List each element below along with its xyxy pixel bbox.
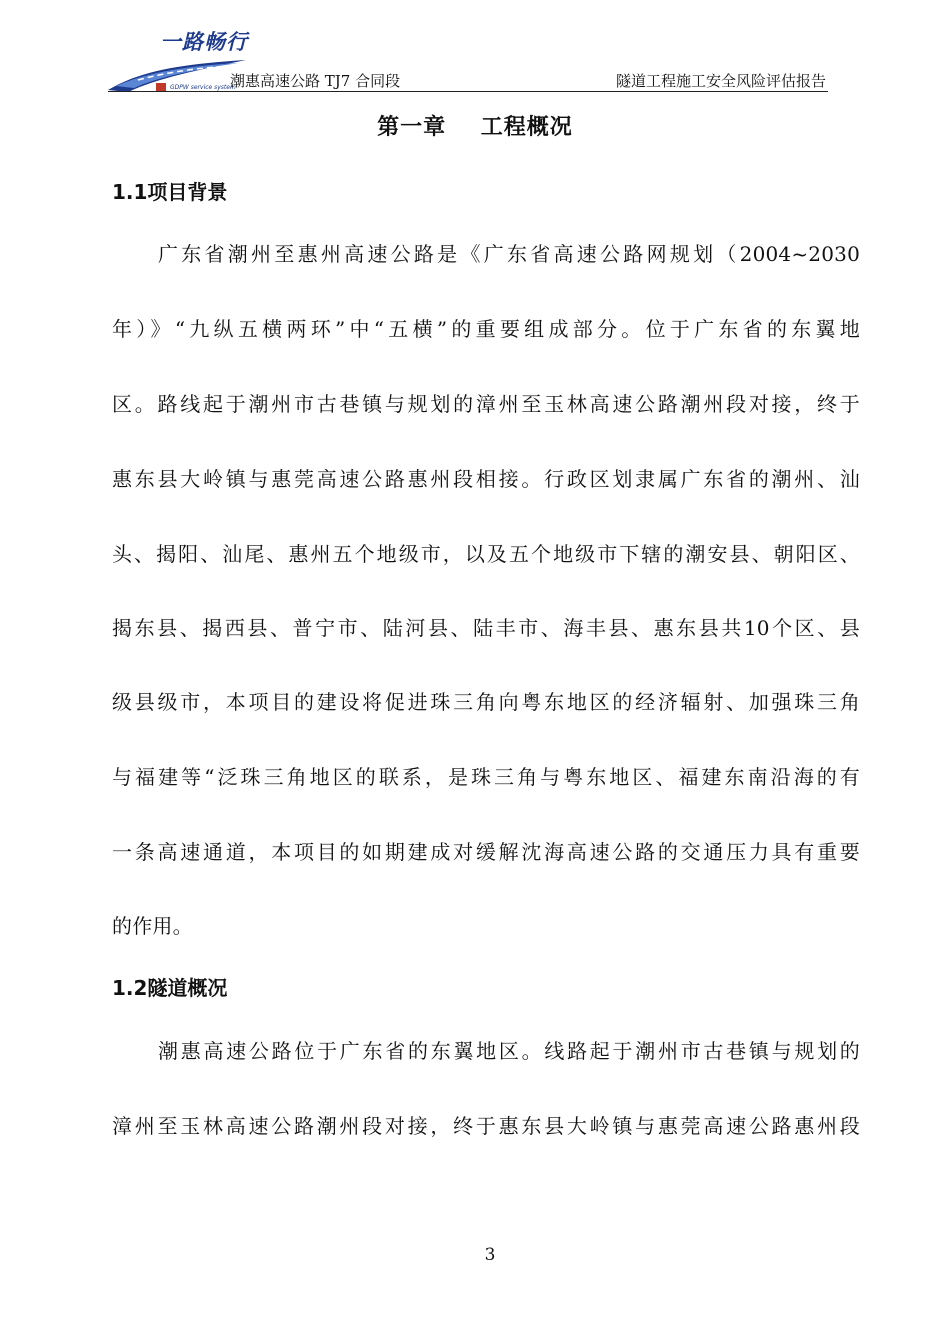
paragraph-line: 与福建等“泛珠三角地区的联系，是珠三角与粤东地区、福建东南沿海的有 bbox=[112, 765, 860, 789]
paragraph-line: 揭东县、揭西县、普宁市、陆河县、陆丰市、海丰县、惠东县共10个区、县 bbox=[112, 616, 860, 640]
paragraph-line: 级县级市，本项目的建设将促进珠三角向粤东地区的经济辐射、加强珠三角 bbox=[112, 690, 860, 714]
page-header bbox=[108, 20, 828, 94]
section-heading: 1.1项目背景 bbox=[112, 180, 228, 204]
paragraph-line: 潮惠高速公路位于广东省的东翼地区。线路起于潮州市古巷镇与规划的 bbox=[158, 1039, 860, 1063]
logo-mark-icon bbox=[156, 83, 166, 91]
paragraph-line: 的作用。 bbox=[112, 914, 193, 938]
paragraph-line: 年）》“九纵五横两环”中“五横”的重要组成部分。位于广东省的东翼地 bbox=[112, 317, 860, 341]
header-divider bbox=[108, 91, 828, 92]
chapter-title: 第一章 工程概况 bbox=[377, 115, 573, 140]
paragraph-line: 惠东县大岭镇与惠莞高速公路惠州段相接。行政区划隶属广东省的潮州、汕 bbox=[112, 467, 860, 491]
logo-text: 一路畅行 bbox=[160, 29, 248, 54]
page-number: 3 bbox=[484, 1245, 496, 1265]
logo-subtitle: GDPW service system bbox=[170, 84, 236, 91]
paragraph-line: 漳州至玉林高速公路潮州段对接，终于惠东县大岭镇与惠莞高速公路惠州段 bbox=[112, 1114, 860, 1138]
header-contract-section: 潮惠高速公路 TJ7 合同段 bbox=[230, 72, 401, 90]
paragraph-line: 区。路线起于潮州市古巷镇与规划的漳州至玉林高速公路潮州段对接，终于 bbox=[112, 392, 860, 416]
header-report-title: 隧道工程施工安全风险评估报告 bbox=[615, 72, 826, 90]
paragraph-line: 一条高速通道，本项目的如期建成对缓解沈海高速公路的交通压力具有重要 bbox=[112, 840, 860, 864]
paragraph-line: 广东省潮州至惠州高速公路是《广东省高速公路网规划（2004~2030 bbox=[158, 242, 860, 266]
section-heading: 1.2隧道概况 bbox=[112, 976, 228, 1000]
company-logo bbox=[108, 20, 248, 94]
paragraph-line: 头、揭阳、汕尾、惠州五个地级市，以及五个地级市下辖的潮安县、朝阳区、 bbox=[112, 542, 860, 566]
